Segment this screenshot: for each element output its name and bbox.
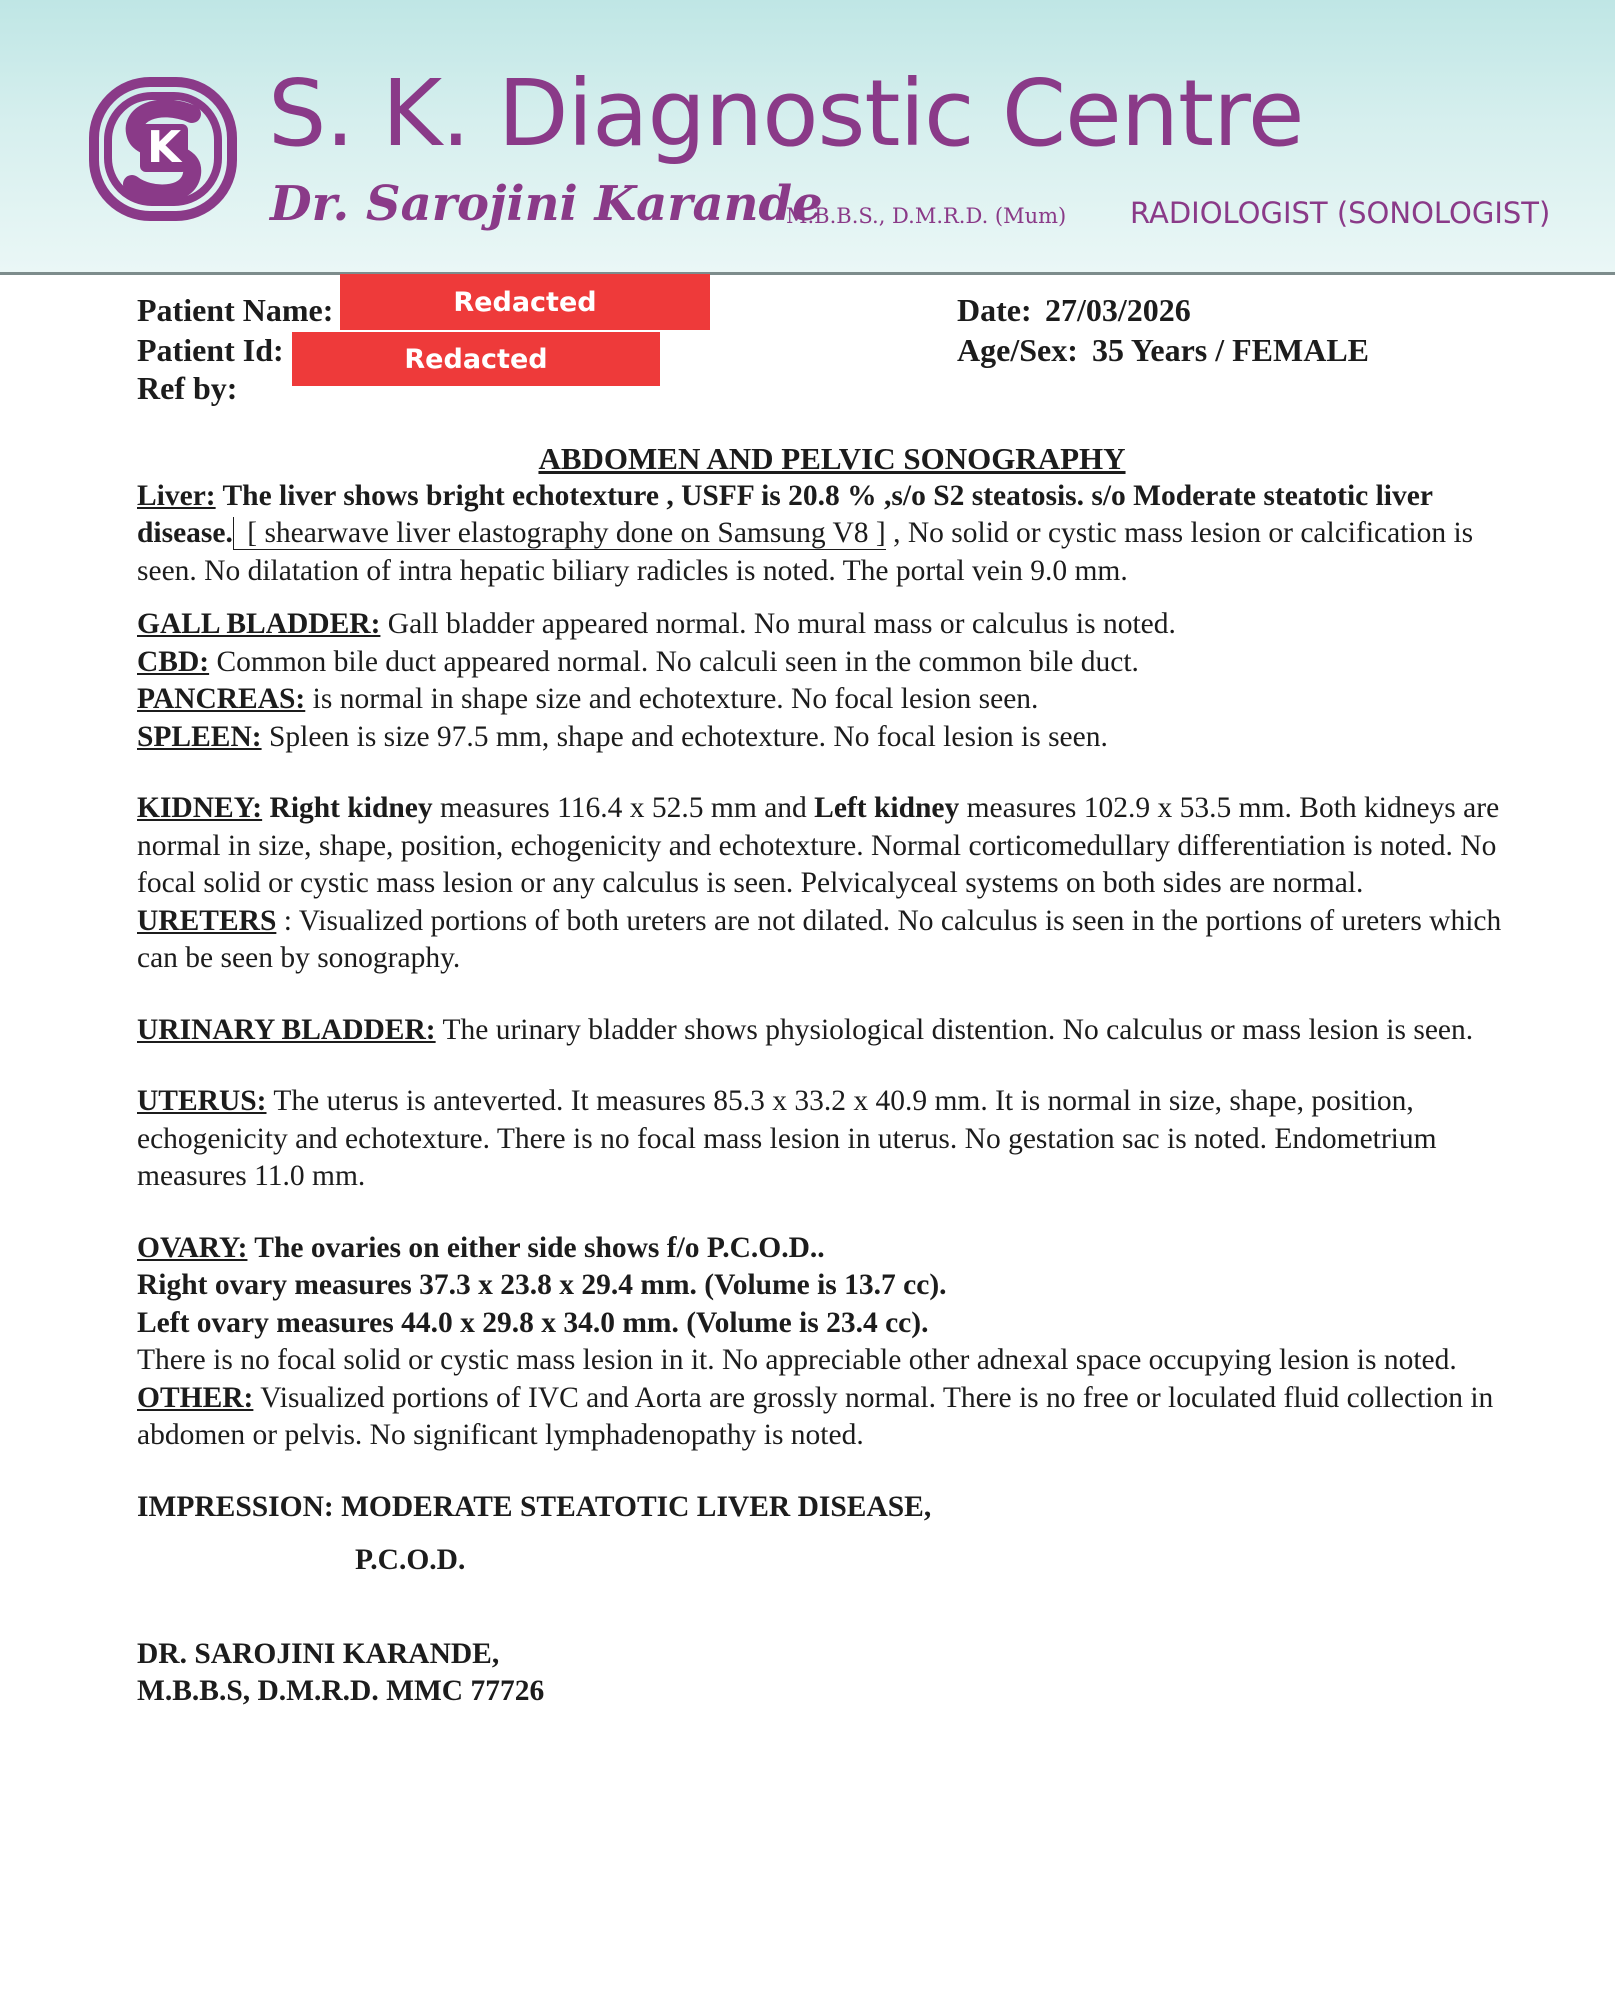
patient-name-redaction: Redacted xyxy=(340,274,710,330)
other-findings: Visualized portions of IVC and Aorta are grossly normal. There is no free or loculated fluid collection in abdomen or pelvis. No significant lymphadenopathy is noted. xyxy=(137,1381,1494,1451)
liver-label: Liver: xyxy=(137,479,216,512)
gall-bladder-label: GALL BLADDER: xyxy=(137,608,381,640)
urinary-bladder-section xyxy=(137,1012,1527,1050)
liver-findings-bold: The liver shows bright echotexture , USFF is 20.8 % ,s/o S2 steatosis. s/o Moderate steatotic liver disease. xyxy=(137,479,1433,549)
age-sex-label: Age/Sex: xyxy=(957,332,1078,368)
uterus-findings: The uterus is anteverted. It measures 85.3 x 33.2 x 40.9 mm. It is normal in size, shape, position, echogenicity and echotexture. There is no focal mass lesion in uterus. No gestation sac is noted. Endometrium measures 11.0 mm. xyxy=(137,1085,1437,1192)
signature-degrees: M.B.B.S, D.M.R.D. MMC 77726 xyxy=(137,1675,545,1707)
report-title: ABDOMEN AND PELVIC SONOGRAPHY xyxy=(538,441,1126,476)
liver-findings: , No solid or cystic mass lesion or calcification is seen. No dilatation of intra hepatic biliary radicles is noted. The portal vein 9.0 mm. xyxy=(137,517,1474,587)
report-body xyxy=(137,440,1527,1711)
gall-bladder-section xyxy=(137,606,1527,644)
signature-name: DR. SAROJINI KARANDE, xyxy=(137,1637,500,1670)
left-kidney-label: Left kidney xyxy=(806,792,960,824)
pancreas-findings: is normal in shape size and echotexture. No focal lesion seen. xyxy=(305,683,1039,715)
other-label: OTHER: xyxy=(137,1381,254,1414)
impression-line-2: P.C.O.D. xyxy=(355,1544,466,1576)
right-kidney-measure: measures 116.4 x 52.5 mm and xyxy=(432,792,807,824)
spleen-label: SPLEEN: xyxy=(137,720,262,753)
ref-by-label: Ref by: xyxy=(137,370,238,406)
right-kidney-label: Right kidney xyxy=(262,792,433,824)
ovary-label: OVARY: xyxy=(137,1231,248,1264)
pancreas-label: PANCREAS: xyxy=(137,683,306,715)
right-ovary-measure: Right ovary measures 37.3 x 23.8 x 29.4 mm. (Volume is 13.7 cc). xyxy=(137,1269,947,1301)
left-ovary-measure: Left ovary measures 44.0 x 29.8 x 34.0 mm. (Volume is 23.4 cc). xyxy=(137,1306,929,1339)
ovary-line-1: The ovaries on either side shows f/o P.C.O.D.. xyxy=(247,1231,825,1264)
spleen-findings: Spleen is size 97.5 mm, shape and echotexture. No focal lesion is seen. xyxy=(261,720,1108,753)
gall-bladder-findings: Gall bladder appeared normal. No mural mass or calculus is noted. xyxy=(380,608,1176,640)
other-section xyxy=(137,1380,1527,1455)
cbd-findings: Common bile duct appeared normal. No calculi seen in the common bile duct. xyxy=(209,645,1139,678)
kidney-section xyxy=(137,790,1527,903)
cbd-section xyxy=(137,644,1527,682)
liver-section xyxy=(137,478,1527,591)
ovary-section xyxy=(137,1230,1527,1268)
patient-name-label: Patient Name: xyxy=(137,292,334,328)
ureters-findings: : Visualized portions of both ureters are not dilated. No calculus is seen in the portions of ureters which can be seen by sonography. xyxy=(137,904,1502,974)
doctor-designation: RADIOLOGIST (SONOLOGIST) xyxy=(1130,196,1551,230)
letterhead xyxy=(0,0,1615,275)
elastography-note: [ shearwave liver elastography done on Samsung V8 ] xyxy=(233,517,886,550)
clinic-name: S. K. Diagnostic Centre xyxy=(268,60,1304,167)
uterus-section xyxy=(137,1083,1527,1196)
impression-line-1: IMPRESSION: MODERATE STEATOTIC LIVER DISEASE, xyxy=(137,1490,932,1523)
date-value: 27/03/2026 xyxy=(1045,292,1191,328)
urinary-bladder-findings: The urinary bladder shows physiological distention. No calculus or mass lesion is seen. xyxy=(435,1013,1474,1046)
svg-text:K: K xyxy=(146,122,182,173)
cbd-label: CBD: xyxy=(137,645,210,678)
ovary-findings: There is no focal solid or cystic mass lesion in it. No appreciable other adnexal space occupying lesion is noted. xyxy=(137,1344,1457,1376)
uterus-label: UTERUS: xyxy=(137,1085,267,1117)
spleen-section xyxy=(137,719,1527,757)
kidney-findings: measures 102.9 x 53.5 mm. Both kidneys are normal in size, shape, position, echogenicity and echotexture. Normal corticomedullary differentiation is noted. No focal solid or cystic mass lesion or any calculus is seen. Pelvicalyceal systems on both sides are normal. xyxy=(137,792,1500,899)
pancreas-section xyxy=(137,681,1527,719)
age-sex-value: 35 Years / FEMALE xyxy=(1092,332,1370,368)
patient-id-redaction: Redacted xyxy=(292,332,660,386)
kidney-label: KIDNEY: xyxy=(137,792,263,824)
urinary-bladder-label: URINARY BLADDER: xyxy=(137,1013,436,1046)
ureters-label: URETERS xyxy=(137,904,277,937)
doctor-degrees: M.B.B.S., D.M.R.D. (Mum) xyxy=(786,204,1067,228)
ureters-section xyxy=(137,903,1527,978)
date-label: Date: xyxy=(957,292,1032,328)
patient-id-label: Patient Id: xyxy=(137,332,284,368)
sk-logo-icon xyxy=(88,74,238,224)
doctor-name: Dr. Sarojini Karande xyxy=(270,176,823,232)
